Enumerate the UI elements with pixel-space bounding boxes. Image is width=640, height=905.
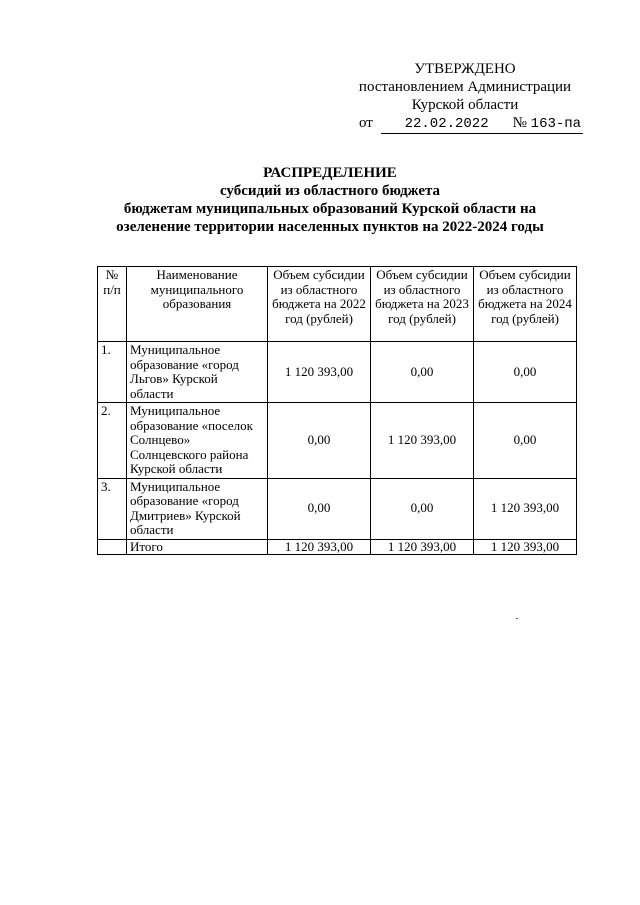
row-value-2023: 1 120 393,00	[371, 403, 474, 479]
approved-by-line: постановлением Администрации	[358, 79, 572, 95]
table-header-row	[98, 267, 577, 342]
total-value-2024: 1 120 393,00	[474, 539, 577, 555]
row-value-2022: 0,00	[268, 478, 371, 539]
approval-date: 22.02.2022	[381, 115, 513, 134]
date-prefix: от	[359, 115, 373, 131]
approval-number-field	[513, 114, 583, 134]
table-row	[98, 478, 577, 539]
total-value-2023: 1 120 393,00	[371, 539, 474, 555]
header-2022: Объем субсидии из областного бюджета на 2022 год (рублей)	[268, 267, 371, 342]
table-total-row	[98, 539, 577, 555]
total-number-empty	[98, 539, 127, 555]
approval-block	[345, 60, 585, 134]
title-line-4: озеленение территории населенных пунктов на 2022-2024 годы	[116, 219, 544, 235]
row-value-2023: 0,00	[371, 342, 474, 403]
table-row	[98, 342, 577, 403]
row-number: 1.	[98, 342, 127, 403]
number-prefix: №	[512, 115, 527, 131]
table-row	[98, 403, 577, 479]
total-value-2022: 1 120 393,00	[268, 539, 371, 555]
title-line-3: бюджетам муниципальных образований Курской области на	[123, 201, 537, 217]
subsidy-table	[97, 266, 577, 555]
row-municipality: Муниципальное образование «город Льгов» Курской области	[127, 342, 268, 403]
total-label: Итого	[127, 539, 268, 555]
approved-region-line: Курской области	[411, 97, 519, 113]
header-2023: Объем субсидии из областного бюджета на 2023 год (рублей)	[371, 267, 474, 342]
header-2024: Объем субсидии из областного бюджета на 2024 год (рублей)	[474, 267, 577, 342]
scan-speck	[516, 618, 518, 619]
row-value-2022: 1 120 393,00	[268, 342, 371, 403]
header-number: № п/п	[98, 267, 127, 342]
approval-number: 163-па	[530, 116, 582, 132]
approved-heading: УТВЕРЖДЕНО	[414, 61, 516, 77]
row-municipality: Муниципальное образование «поселок Солнцево» Солнцевского района Курской области	[127, 403, 268, 479]
row-value-2022: 0,00	[268, 403, 371, 479]
row-municipality: Муниципальное образование «город Дмитриев» Курской области	[127, 478, 268, 539]
title-line-1: РАСПРЕДЕЛЕНИЕ	[263, 165, 397, 181]
row-number: 2.	[98, 403, 127, 479]
row-value-2024: 0,00	[474, 342, 577, 403]
row-number: 3.	[98, 478, 127, 539]
document-title	[80, 164, 580, 236]
row-value-2024: 0,00	[474, 403, 577, 479]
header-municipality: Наименование муниципального образования	[127, 267, 268, 342]
title-line-2: субсидий из областного бюджета	[219, 183, 441, 199]
row-value-2023: 0,00	[371, 478, 474, 539]
row-value-2024: 1 120 393,00	[474, 478, 577, 539]
approval-date-row	[345, 114, 585, 134]
